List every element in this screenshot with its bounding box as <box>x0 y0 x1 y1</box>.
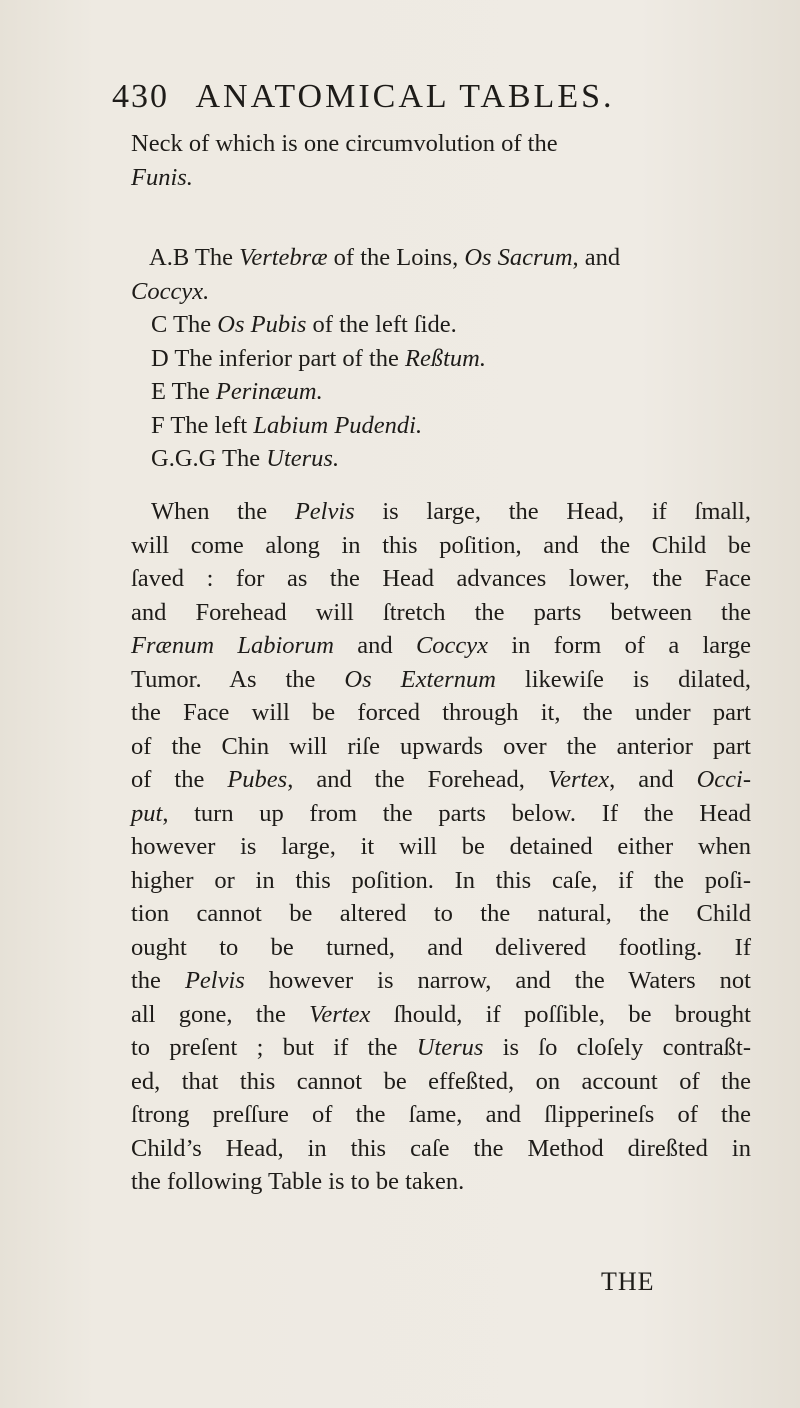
italic-term: Vertex <box>547 766 610 793</box>
text-run: Tumor. As the <box>131 665 345 693</box>
italic-term: Pubes <box>227 766 288 793</box>
body-line <box>131 663 751 697</box>
legend-text: of the left ſide. <box>306 311 457 338</box>
legend-key: A.B <box>149 244 190 271</box>
italic-term: Labium Pudendi. <box>253 411 423 439</box>
legend-text: The <box>173 311 218 338</box>
figure-legend <box>131 241 751 476</box>
legend-key: F <box>151 411 165 439</box>
italic-term: Reßtum. <box>405 344 486 372</box>
legend-item-f <box>131 409 751 443</box>
body-line: ſaved : for as the Head advances lower, the Face <box>131 565 751 592</box>
legend-item-c <box>131 308 751 342</box>
body-line: tion cannot be altered to the natural, the Child <box>131 900 751 927</box>
body-line <box>131 1031 751 1065</box>
italic-term: Frænum Labiorum <box>131 632 334 659</box>
text-run: likewiſe is dilated, <box>495 665 751 693</box>
legend-text: The <box>222 445 267 472</box>
italic-term: Os Pubis <box>217 311 307 338</box>
italic-term: Pelvis <box>184 967 245 994</box>
body-line: the following Table is to be taken. <box>131 1168 465 1195</box>
body-line: however is large, it will be detained either when <box>131 833 751 860</box>
italic-term: Occi- <box>696 766 752 793</box>
text-run: , turn up from the parts below. If the Head <box>162 799 751 827</box>
legend-text: of the Loins, <box>327 244 465 271</box>
running-header <box>112 78 752 118</box>
body-line <box>131 797 751 831</box>
intro-line: Neck of which is one circumvolution of the <box>131 130 558 157</box>
body-line: ed, that this cannot be effeßted, on account of the <box>131 1067 751 1095</box>
italic-term: Coccyx. <box>131 277 210 305</box>
body-line <box>131 763 751 797</box>
body-line: of the Chin will riſe upwards over the anterior part <box>131 732 751 760</box>
body-line: higher or in this poſition. In this caſe, if the poſi- <box>131 866 751 894</box>
text-run: the <box>131 967 185 994</box>
running-title: ANATOMICAL TABLES. <box>195 78 615 115</box>
italic-term: Funis. <box>131 163 193 191</box>
text-run: is large, the Head, if ſmall, <box>354 498 751 525</box>
text-run: to preſent ; but if the <box>131 1034 417 1061</box>
italic-term: Pelvis <box>294 498 355 525</box>
page-number: 430 <box>112 78 169 115</box>
legend-text: The inferior part of the <box>174 344 405 372</box>
intro-line <box>131 161 751 195</box>
body-line <box>131 998 751 1032</box>
text-run: and <box>334 632 416 659</box>
body-paragraph <box>131 495 751 1199</box>
legend-item-e <box>131 375 751 409</box>
italic-term: Uterus. <box>266 445 340 472</box>
legend-text: The left <box>170 411 254 439</box>
italic-term: Os Externum <box>344 665 496 693</box>
body-line: and Forehead will ſtretch the parts between the <box>131 598 751 626</box>
body-line <box>131 495 751 529</box>
legend-key: G.G.G <box>151 445 217 472</box>
italic-term: Coccyx <box>415 632 489 659</box>
intro-paragraph <box>131 127 751 194</box>
text-run: in form of a large <box>488 632 752 659</box>
legend-item-g <box>131 442 751 476</box>
legend-text: The <box>171 378 216 405</box>
text-run: of the <box>131 766 228 793</box>
body-line <box>131 964 751 998</box>
legend-text: , and <box>572 244 621 271</box>
text-run: ſhould, if poſſible, be brought <box>370 1000 751 1028</box>
legend-item-ab-cont <box>131 275 751 309</box>
italic-term: Os Sacrum <box>464 244 573 271</box>
body-line: the Face will be forced through it, the under part <box>131 699 751 726</box>
italic-term: Uterus <box>416 1034 484 1061</box>
legend-item-ab <box>131 241 751 275</box>
body-line: ought to be turned, and delivered footling. If <box>131 933 751 961</box>
text-run: , and the Forehead, <box>287 766 548 793</box>
legend-key: D <box>151 344 169 372</box>
italic-term: Vertebræ <box>239 244 328 271</box>
body-line: ſtrong preſſure of the ſame, and ſlipperineſs of the <box>131 1101 751 1128</box>
text-run: When the <box>151 498 295 525</box>
legend-item-d <box>131 342 751 376</box>
legend-key: E <box>151 378 166 405</box>
italic-term: Perinæum. <box>215 378 323 405</box>
italic-term: put <box>131 799 163 827</box>
text-run: all gone, the <box>131 1000 310 1028</box>
catchword: THE <box>601 1267 655 1296</box>
text-run: , and <box>609 766 697 793</box>
legend-text: The <box>194 244 240 271</box>
italic-term: Vertex <box>309 1000 371 1028</box>
text-run: is ſo cloſely contraßt- <box>483 1034 752 1061</box>
text-run: however is narrow, and the Waters not <box>244 967 751 994</box>
body-line: Child’s Head, in this caſe the Method direßted in <box>131 1134 751 1162</box>
legend-key: C <box>151 311 168 338</box>
body-line <box>131 629 751 663</box>
body-line: will come along in this poſition, and the Child be <box>131 531 751 559</box>
